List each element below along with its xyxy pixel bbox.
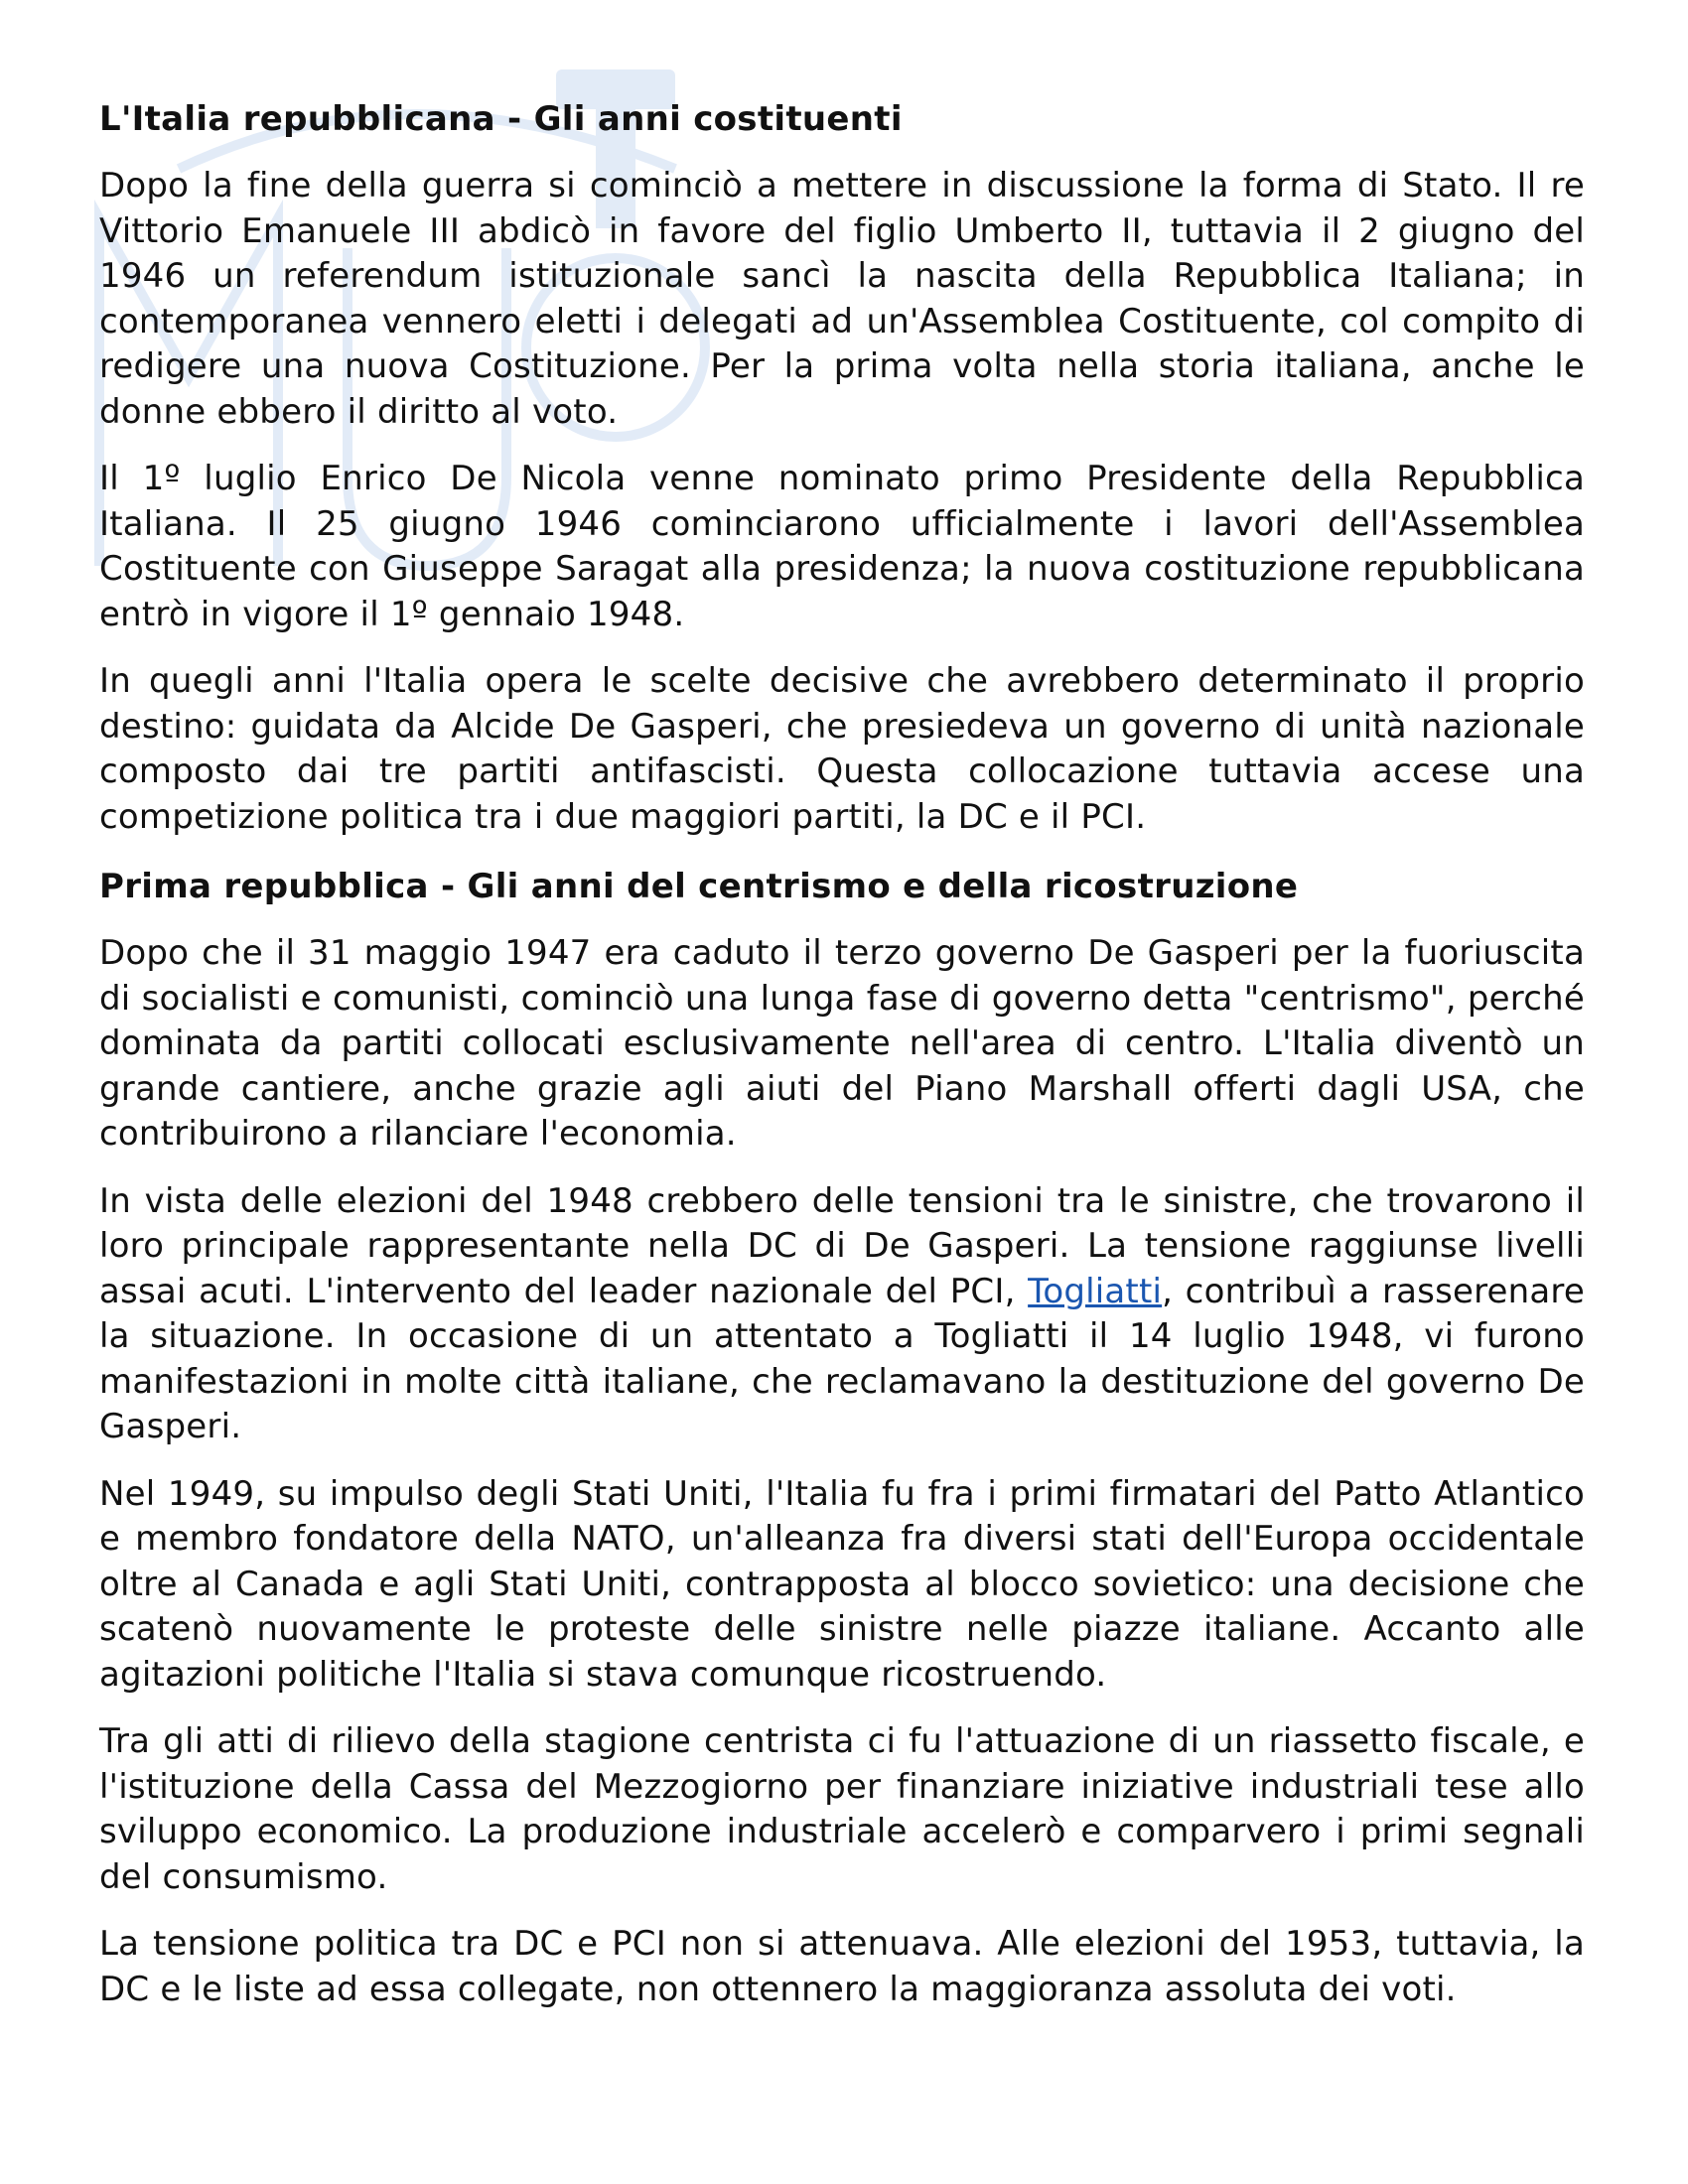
paragraph-text-after-link: , contribuì a rasserenare la situazione. In occasione di un attentato a Togliatti il 14 luglio 1948, vi furono manifestazioni in molte città italiane, che reclamavano la destituzione del governo De Gasperi. — [99, 1271, 1585, 1446]
paragraph-text-before-link: In vista delle elezioni del 1948 crebbero delle tensioni tra le sinistre, che trovarono il loro principale rappresentante nella DC di De Gasperi. La tensione raggiunse livelli assai acuti. L'intervento del leader nazionale del PCI, — [99, 1180, 1585, 1311]
paragraph: Tra gli atti di rilievo della stagione centrista ci fu l'attuazione di un riassetto fiscale, e l'istituzione della Cassa del Mezzogiorno per finanziare iniziative industriali tese allo sviluppo economico. La produzione industriale accelerò e comparvero i primi segnali del consumismo. — [99, 1721, 1585, 1897]
section-heading-centrismo: Prima repubblica - Gli anni del centrismo e della ricostruzione — [99, 867, 1299, 906]
paragraph: In quegli anni l'Italia opera le scelte decisive che avrebbero determinato il proprio destino: guidata da Alcide De Gasperi, che presiedeva un governo di unità nazionale composto dai tre partiti antifascisti. Questa collocazione tuttavia accese una competizione politica tra i due maggiori partiti, la DC e il PCI. — [99, 661, 1585, 837]
section-heading-costituenti: L'Italia repubblicana - Gli anni costituenti — [99, 99, 903, 139]
paragraph-with-link — [99, 1179, 1585, 1450]
paragraph: La tensione politica tra DC e PCI non si attenuava. Alle elezioni del 1953, tuttavia, la DC e le liste ad essa collegate, non ottennero la maggioranza assoluta dei voti. — [99, 1924, 1585, 2009]
paragraph: Dopo che il 31 maggio 1947 era caduto il terzo governo De Gasperi per la fuoriuscita di socialisti e comunisti, cominciò una lunga fase di governo detta "centrismo", perché dominata da partiti collocati esclusivamente nell'area di centro. L'Italia diventò un grande cantiere, anche grazie agli aiuti del Piano Marshall offerti dagli USA, che contribuirono a rilanciare l'economia. — [99, 933, 1585, 1154]
paragraph: Dopo la fine della guerra si cominciò a mettere in discussione la forma di Stato. Il re Vittorio Emanuele III abdicò in favore del figlio Umberto II, tuttavia il 2 giugno del 1946 un referendum istituzionale sancì la nascita della Repubblica Italiana; in contemporanea vennero eletti i delegati ad un'Assemblea Costituente, col compito di redigere una nuova Costituzione. Per la prima volta nella storia italiana, anche le donne ebbero il diritto al voto. — [99, 166, 1585, 432]
document-page — [99, 94, 1585, 2034]
paragraph: Il 1º luglio Enrico De Nicola venne nominato primo Presidente della Repubblica Italiana. Il 25 giugno 1946 cominciarono ufficialmente i lavori dell'Assemblea Costituente con Giuseppe Saragat alla presidenza; la nuova costituzione repubblicana entrò in vigore il 1º gennaio 1948. — [99, 459, 1585, 634]
paragraph: Nel 1949, su impulso degli Stati Uniti, l'Italia fu fra i primi firmatari del Patto Atlantico e membro fondatore della NATO, un'alleanza fra diversi stati dell'Europa occidentale oltre al Canada e agli Stati Uniti, contrapposta al blocco sovietico: una decisione che scatenò nuovamente le proteste delle sinistre nelle piazze italiane. Accanto alle agitazioni politiche l'Italia si stava comunque ricostruendo. — [99, 1473, 1585, 1695]
togliatti-link[interactable]: Togliatti — [1028, 1271, 1163, 1311]
